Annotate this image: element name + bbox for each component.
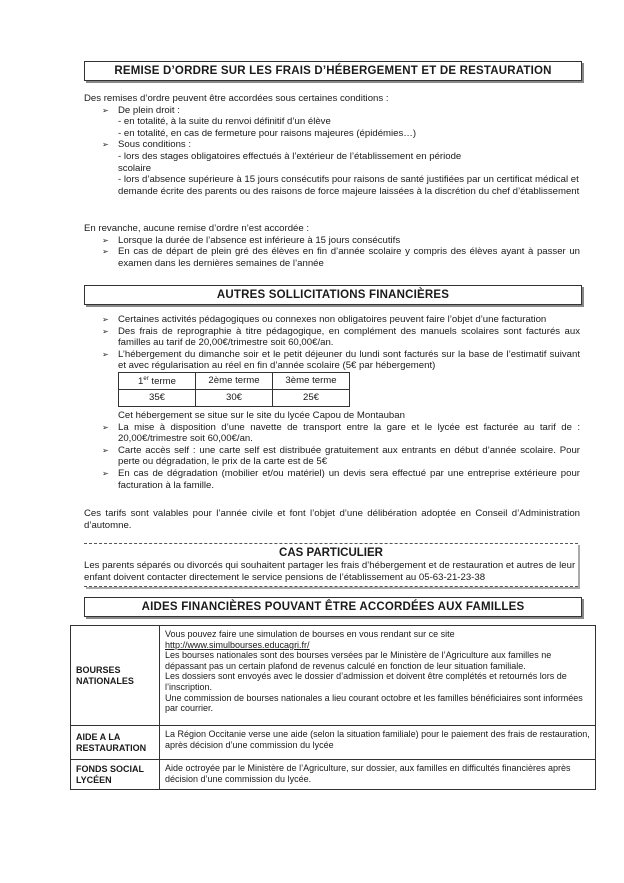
refus-body [84, 223, 580, 269]
arrow-bullet-icon: ➢ [102, 445, 109, 455]
refus-intro: En revanche, aucune remise d’ordre n’est accordée : [84, 223, 310, 234]
aides-row-content: La Région Occitanie verse une aide (selon la situation familiale) pour le paiement des frais de restauration, après décision d’une commission du lycée [160, 726, 596, 760]
sous-conditions-line: scolaire [118, 162, 152, 174]
aides-row [71, 726, 596, 760]
terms-header-cell: 1er terme [119, 372, 196, 389]
aides-row-content: Aide octroyée par le Ministère de l’Agriculture, sur dossier, aux familles en difficultés financières après décision d’une commission du lycée. [160, 760, 596, 790]
terms-value-row [119, 389, 350, 406]
terms-table [118, 372, 350, 407]
section-title-aides-financieres: AIDES FINANCIÈRES POUVANT ÊTRE ACCORDÉES AUX FAMILLES [84, 597, 582, 617]
arrow-bullet-icon: ➢ [102, 326, 109, 336]
sous-conditions-line: - lors d’absence supérieure à 15 jours consécutifs pour raisons de santé justifiées par un certificat médical et demande écrite des parents ou des raisons de force majeure laissées à la discrétion du chef d’établissement [118, 174, 580, 197]
terms-header-row [119, 372, 350, 389]
arrow-bullet-icon: ➢ [102, 140, 109, 150]
remise-ordre-body [84, 93, 580, 197]
aides-row-content: Vous pouvez faire une simulation de bourses en vous rendant sur ce site http://www.simulbourses.educagri.fr/ Les bourses nationales sont des bourses versées par le Ministère de l’Agriculture aux familles ne dépassant pas un certain plafond de revenus calculé en fonction de leur situation familiale. Les dossiers sont envoyés avec le dossier d’admission et doivent être complétés et retournés lors de l’inscription. Une commission de bourses nationales a lieu courant octobre et les familles bénéficiaires sont informées par courrier. [160, 626, 596, 726]
arrow-bullet-icon: ➢ [102, 422, 109, 432]
sollicitations-body [84, 314, 580, 491]
aides-table [70, 625, 596, 790]
simulbourses-link[interactable]: http://www.simulbourses.educagri.fr/ [165, 639, 310, 650]
remise-intro: Des remises d’ordre peuvent être accordées sous certaines conditions : [84, 93, 389, 104]
sollicitation-item: ➢ L’hébergement du dimanche soir et le petit déjeuner du lundi sont facturés sur la base de l’estimatif suivant et avec régularisation au réel en fin d’année scolaire (5€ par hébergement) [102, 348, 580, 372]
arrow-bullet-icon: ➢ [102, 105, 109, 115]
terms-value-cell: 35€ [119, 389, 196, 406]
terms-value-cell: 30€ [196, 389, 273, 406]
arrow-bullet-icon: ➢ [102, 247, 109, 257]
aides-row-label: FONDS SOCIAL LYCÉEN [71, 760, 160, 790]
aides-row-label: AIDE A LA RESTAURATION [71, 726, 160, 760]
arrow-bullet-icon: ➢ [102, 235, 109, 245]
sollicitation-item: ➢ En cas de dégradation (mobilier et/ou matériel) un devis sera effectué par une entreprise extérieure pour facturation à la famille. [102, 467, 580, 491]
sollicitation-item: ➢ Carte accès self : une carte self est distribuée gratuitement aux entrants en début d’année scolaire. Pour perte ou dégradation, le prix de la carte est de 5€ [102, 444, 580, 468]
plein-droit-line: - en totalité, à la suite du renvoi définitif d’un élève [118, 116, 331, 128]
sollicitation-item: ➢ Certaines activités pédagogiques ou connexes non obligatoires peuvent faire l’objet d’une facturation [102, 314, 547, 325]
condition-sous-conditions: ➢ Sous conditions : [102, 139, 192, 151]
aides-row [71, 760, 596, 790]
refus-item: ➢ Lorsque la durée de l’absence est inférieure à 15 jours consécutifs [102, 234, 401, 246]
hebergement-lieu: Cet hébergement se situe sur le site du lycée Capou de Montauban [118, 409, 405, 421]
arrow-bullet-icon: ➢ [102, 349, 109, 359]
section-title-remise-ordre: REMISE D’ORDRE SUR LES FRAIS D’HÉBERGEMENT ET DE RESTAURATION [84, 61, 582, 81]
plein-droit-line: - en totalité, en cas de fermeture pour raisons majeures (épidémies…) [118, 127, 417, 139]
cas-particulier-text: Les parents séparés ou divorcés qui souhaitent partager les frais d’hébergement et de restauration et autres de leur enfant doivent contacter directement le service pensions de l’établissement au 05-63-21-23-38 [84, 560, 576, 583]
terms-value-cell: 25€ [273, 389, 350, 406]
aides-row [71, 626, 596, 726]
section-title-autres-sollicitations: AUTRES SOLLICITATIONS FINANCIÈRES [84, 285, 582, 305]
arrow-bullet-icon: ➢ [102, 468, 109, 478]
sollicitation-item: ➢ La mise à disposition d’une navette de transport entre la gare et le lycée est facturée au tarif de : 20,00€/trimestre soit 60,00€/an. [102, 421, 580, 445]
tarifs-note: Ces tarifs sont valables pour l’année civile et font l’objet d’une délibération adoptée en Conseil d’Administration d’automne. [84, 508, 580, 531]
condition-plein-droit: ➢ De plein droit : [102, 104, 180, 116]
cas-particulier-box [84, 543, 578, 587]
sous-conditions-line: - lors des stages obligatoires effectués à l’extérieur de l’établissement en période [118, 150, 462, 162]
aides-row-label: BOURSES NATIONALES [71, 626, 160, 726]
arrow-bullet-icon: ➢ [102, 315, 109, 324]
cas-particulier-title: CAS PARTICULIER [279, 547, 383, 559]
terms-header-cell: 3ème terme [273, 372, 350, 389]
sollicitation-item: ➢ Des frais de reprographie à titre pédagogique, en complément des manuels scolaires sont facturés aux familles au tarif de 20,00€/trimestre soit 60,00€/an. [102, 325, 580, 349]
terms-header-cell: 2ème terme [196, 372, 273, 389]
refus-item: ➢ En cas de départ de plein gré des élèves en fin d’année scolaire y compris des élèves ayant à passer un examen dans les dernières semaines de l’année [102, 246, 580, 269]
